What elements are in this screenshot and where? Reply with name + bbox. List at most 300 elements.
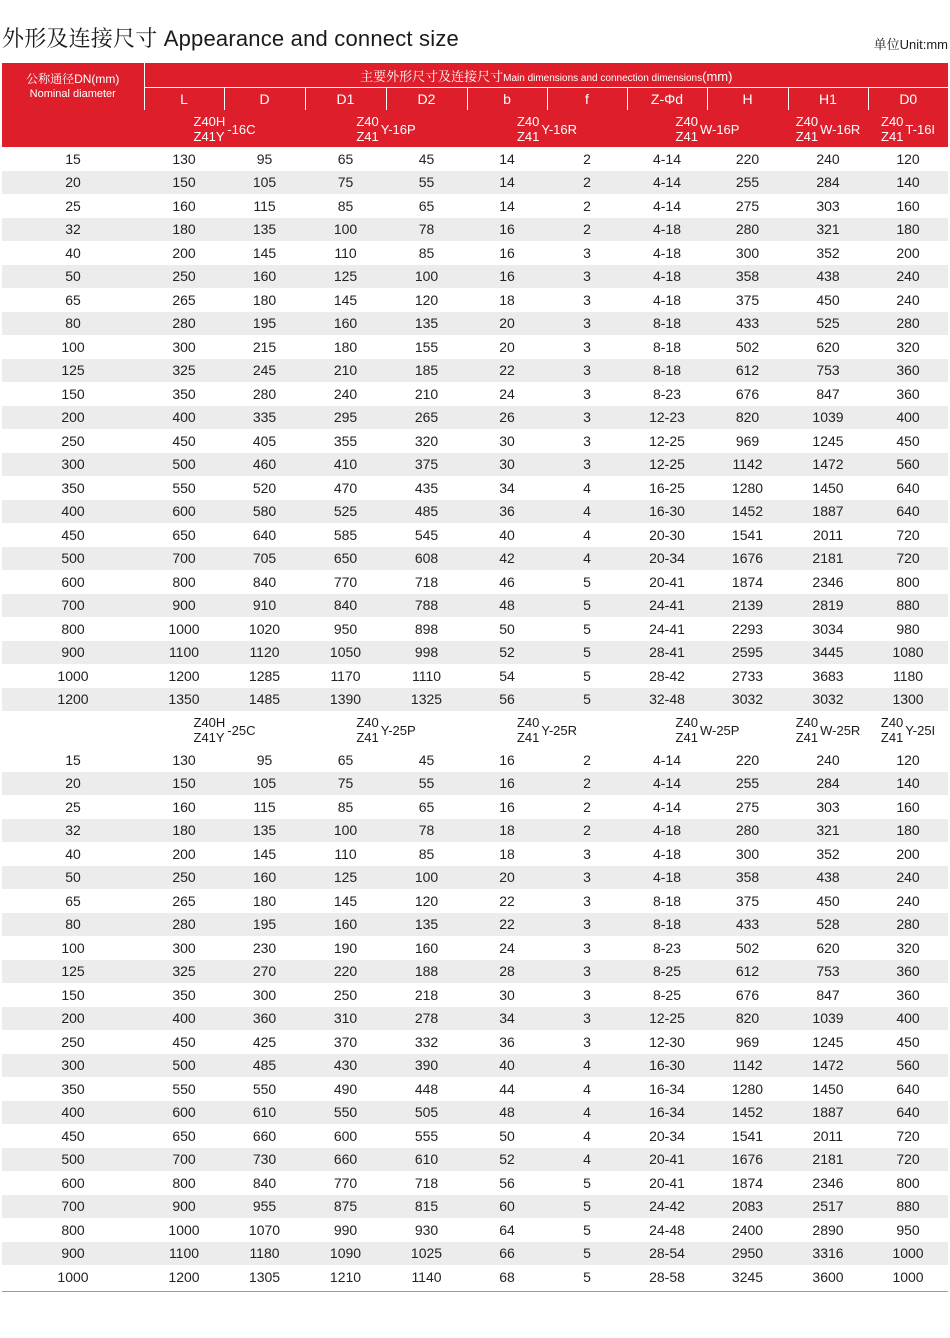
table-cell: 85 [418, 845, 435, 862]
table-cell: 20 [467, 312, 547, 336]
table-cell: 160 [224, 265, 305, 289]
table-cell: 145 [252, 244, 277, 261]
table-cell: 52 [467, 1148, 547, 1172]
table-cell: 105 [224, 772, 305, 796]
table-cell: 8-18 [627, 913, 707, 937]
table-cell: 210 [414, 385, 439, 402]
table-cell: 16 [467, 265, 547, 289]
table-cell: 900 [2, 641, 144, 665]
table-cell: 240 [816, 751, 840, 768]
table-cell: 100 [386, 265, 467, 289]
table-cell: 215 [252, 338, 277, 355]
table-cell: 1874 [731, 573, 764, 590]
table-cell: 200 [172, 244, 196, 261]
table-cell: 360 [896, 385, 920, 402]
table-cell: 528 [788, 913, 868, 937]
table-cell: 65 [337, 150, 354, 167]
table-cell: 125 [2, 960, 144, 984]
table-cell: 3445 [788, 641, 868, 665]
table-cell: 56 [467, 688, 547, 712]
table-cell: 425 [252, 1033, 277, 1050]
table-cell: 1210 [329, 1268, 362, 1285]
table-cell: 900 [144, 1195, 224, 1219]
table-cell: 990 [333, 1221, 358, 1238]
table-cell: 22 [467, 913, 547, 937]
table-cell: 5 [547, 1242, 627, 1266]
table-cell: 3 [547, 312, 627, 336]
table-cell: 240 [868, 265, 948, 289]
table-cell: 4 [547, 1054, 627, 1078]
table-cell: 120 [896, 751, 920, 768]
table-cell: 3 [547, 960, 627, 984]
table-cell: 608 [386, 547, 467, 571]
table-cell: 800 [61, 1221, 85, 1238]
table-cell: 485 [224, 1054, 305, 1078]
table-cell: 620 [816, 338, 840, 355]
table-cell: 265 [172, 291, 196, 308]
table-cell: 433 [707, 913, 788, 937]
table-cell: 1000 [57, 667, 89, 684]
table-cell: 15 [65, 751, 81, 768]
table-cell: 1000 [57, 1268, 89, 1285]
table-cell: 2139 [707, 594, 788, 618]
table-row [2, 889, 948, 913]
table-cell: 75 [305, 772, 386, 796]
table-cell: 880 [868, 1195, 948, 1219]
table-cell: 800 [896, 573, 920, 590]
table-cell: 898 [414, 620, 439, 637]
table-cell: 280 [252, 385, 277, 402]
table-cell: 55 [386, 171, 467, 195]
table-cell: 12-25 [649, 432, 685, 449]
table-cell: 80 [2, 913, 144, 937]
table-row [2, 382, 948, 406]
table-cell: 28-54 [627, 1242, 707, 1266]
table-cell: 320 [896, 338, 920, 355]
table-cell: 24-42 [627, 1195, 707, 1219]
table-cell: 28-42 [649, 667, 685, 684]
table-cell: 275 [735, 197, 760, 214]
table-row [2, 1124, 948, 1148]
table-cell: 660 [252, 1127, 277, 1144]
table-cell: 550 [172, 479, 196, 496]
table-cell: 4 [583, 479, 591, 496]
table-cell: 560 [868, 453, 948, 477]
table-cell: 4-18 [652, 244, 682, 261]
table-cell: 22 [467, 359, 547, 383]
table-cell: 195 [224, 913, 305, 937]
table-cell: 3 [547, 359, 627, 383]
table-row [2, 960, 948, 984]
nominal-diameter-cn: 公称通径DN(mm) [26, 71, 120, 86]
table-cell: 3 [547, 866, 627, 890]
table-cell: 820 [707, 406, 788, 430]
table-cell: 265 [386, 406, 467, 430]
model-label: Z40 Z41 Y-25R [467, 711, 627, 748]
table-cell: 335 [224, 406, 305, 430]
table-row [2, 748, 948, 772]
table-cell: 135 [386, 913, 467, 937]
table-cell: 45 [418, 150, 435, 167]
table-cell: 20 [2, 772, 144, 796]
table-cell: 1100 [144, 1242, 224, 1266]
table-cell: 435 [414, 479, 439, 496]
table-cell: 400 [868, 1007, 948, 1031]
table-cell: 580 [224, 500, 305, 524]
table-cell: 1305 [248, 1268, 281, 1285]
table-cell: 2 [583, 751, 591, 768]
table-cell: 25 [65, 798, 81, 815]
table-cell: 350 [172, 385, 196, 402]
table-cell: 66 [467, 1242, 547, 1266]
table-cell: 350 [172, 986, 196, 1003]
col-header-l: L [144, 88, 224, 111]
table-cell: 303 [816, 197, 840, 214]
table-cell: 400 [2, 1101, 144, 1125]
table-cell: 705 [224, 547, 305, 571]
col-header-h: H [707, 88, 788, 111]
table-cell: 600 [61, 1174, 85, 1191]
table-cell: 433 [707, 312, 788, 336]
table-cell: 718 [414, 573, 439, 590]
table-cell: 800 [172, 1174, 196, 1191]
col-header-d0: D0 [868, 88, 948, 111]
table-cell: 4 [547, 547, 627, 571]
table-cell: 950 [896, 1221, 920, 1238]
table-cell: 45 [418, 751, 435, 768]
table-cell: 700 [2, 1195, 144, 1219]
table-cell: 48 [467, 594, 547, 618]
table-cell: 3 [547, 453, 627, 477]
table-cell: 180 [333, 338, 358, 355]
main-dimensions-cn: 主要外形尺寸及连接尺寸 [360, 68, 504, 84]
table-cell: 28 [467, 960, 547, 984]
table-cell: 8-25 [652, 986, 682, 1003]
table-row [2, 194, 948, 218]
table-cell: 4 [547, 1148, 627, 1172]
table-cell: 358 [707, 866, 788, 890]
table-cell: 15 [65, 150, 81, 167]
table-cell: 1245 [812, 1033, 844, 1050]
table-cell: 240 [896, 291, 920, 308]
model-label: Z40 Z41 W-16R [788, 110, 868, 147]
table-cell: 600 [144, 500, 224, 524]
table-cell: 520 [252, 479, 277, 496]
table-cell: 8-18 [652, 338, 682, 355]
table-cell: 1000 [892, 1268, 924, 1285]
table-cell: 160 [224, 866, 305, 890]
model-label: Z40 Z41 W-25P [627, 711, 788, 748]
table-cell: 5 [583, 1221, 591, 1238]
col-header-f: f [547, 88, 627, 111]
table-cell: 1450 [812, 1080, 844, 1097]
table-cell: 2181 [788, 547, 868, 571]
table-cell: 1300 [868, 688, 948, 712]
table-cell: 125 [305, 866, 386, 890]
table-cell: 2 [583, 150, 591, 167]
table-cell: 12-25 [627, 1007, 707, 1031]
table-cell: 24 [499, 385, 515, 402]
table-cell: 3 [583, 939, 591, 956]
table-cell: 2011 [812, 1127, 844, 1144]
table-cell: 180 [252, 892, 277, 909]
table-cell: 350 [61, 479, 85, 496]
table-cell: 3032 [788, 688, 868, 712]
table-cell: 265 [172, 892, 196, 909]
model-label: Z40 Z41 Y-25P [305, 711, 467, 748]
table-cell: 5 [547, 641, 627, 665]
nominal-diameter-header [2, 63, 144, 110]
table-cell: 60 [467, 1195, 547, 1219]
table-cell: 100 [61, 939, 85, 956]
table-cell: 405 [252, 432, 277, 449]
table-cell: 200 [2, 406, 144, 430]
table-cell: 50 [2, 866, 144, 890]
table-cell: 32 [2, 819, 144, 843]
table-cell: 8-18 [627, 359, 707, 383]
table-cell: 640 [868, 1101, 948, 1125]
table-cell: 430 [305, 1054, 386, 1078]
table-cell: 25 [65, 197, 81, 214]
table-cell: 1874 [731, 1174, 764, 1191]
table-cell: 20-41 [649, 1174, 685, 1191]
table-cell: 120 [414, 291, 439, 308]
table-cell: 450 [61, 526, 85, 543]
table-cell: 676 [735, 385, 760, 402]
pn25-model-band [2, 711, 948, 748]
table-cell: 110 [334, 244, 357, 261]
table-cell: 375 [386, 453, 467, 477]
table-cell: 195 [224, 312, 305, 336]
table-cell: 1485 [224, 688, 305, 712]
table-cell: 150 [61, 986, 85, 1003]
model-label: Z40H Z41Y -25C [144, 711, 305, 748]
model-label: Z40 Z41 W-25R [788, 711, 868, 748]
table-cell: 22 [499, 892, 515, 909]
table-cell: 1039 [788, 1007, 868, 1031]
table-cell: 620 [816, 939, 840, 956]
table-cell: 676 [735, 986, 760, 1003]
table-cell: 30 [499, 986, 515, 1003]
table-row [2, 1101, 948, 1125]
table-cell: 160 [305, 913, 386, 937]
table-cell: 325 [144, 359, 224, 383]
table-cell: 4 [547, 500, 627, 524]
table-row [2, 1054, 948, 1078]
table-cell: 900 [144, 594, 224, 618]
table-cell: 220 [735, 751, 760, 768]
table-cell: 450 [896, 1033, 920, 1050]
table-cell: 980 [896, 620, 920, 637]
table-cell: 140 [868, 772, 948, 796]
table-cell: 16 [499, 798, 515, 815]
table-cell: 1452 [707, 1101, 788, 1125]
table-cell: 3 [583, 432, 591, 449]
model-label: Z40 Z41 T-16I [868, 110, 948, 147]
table-cell: 720 [896, 526, 920, 543]
table-row [2, 1030, 948, 1054]
table-cell: 65 [65, 892, 81, 909]
table-cell: 610 [386, 1148, 467, 1172]
table-cell: 352 [816, 244, 840, 261]
model-row-pn16 [2, 110, 948, 147]
table-cell: 3 [547, 265, 627, 289]
table-cell: 4 [583, 526, 591, 543]
table-row [2, 1007, 948, 1031]
table-cell: 1676 [707, 1148, 788, 1172]
table-cell: 284 [788, 772, 868, 796]
table-cell: 24-41 [627, 594, 707, 618]
table-cell: 8-25 [627, 960, 707, 984]
table-cell: 24-41 [649, 620, 685, 637]
table-cell: 220 [735, 150, 760, 167]
table-cell: 355 [333, 432, 358, 449]
table-cell: 130 [172, 751, 196, 768]
table-cell: 55 [386, 772, 467, 796]
table-cell: 2181 [788, 1148, 868, 1172]
table-cell: 125 [2, 359, 144, 383]
table-cell: 1120 [224, 641, 305, 665]
table-cell: 470 [333, 479, 358, 496]
table-row [2, 218, 948, 242]
table-cell: 4-18 [652, 845, 682, 862]
table-cell: 85 [337, 798, 354, 815]
table-cell: 85 [337, 197, 354, 214]
table-cell: 1472 [788, 1054, 868, 1078]
table-cell: 560 [868, 1054, 948, 1078]
table-cell: 68 [499, 1268, 515, 1285]
table-cell: 8-23 [652, 939, 682, 956]
table-cell: 3683 [812, 667, 844, 684]
table-cell: 3 [547, 406, 627, 430]
nominal-diameter-en: Nominal diameter [29, 87, 116, 100]
table-cell: 120 [414, 892, 439, 909]
main-dimensions-header [144, 63, 948, 88]
table-cell: 200 [896, 244, 920, 261]
table-cell: 450 [816, 892, 840, 909]
table-cell: 4-14 [652, 150, 682, 167]
table-cell: 650 [305, 547, 386, 571]
table-cell: 4-18 [627, 218, 707, 242]
table-cell: 50 [499, 1127, 515, 1144]
table-row [2, 664, 948, 688]
table-cell: 2400 [731, 1221, 764, 1238]
table-cell: 4-14 [627, 772, 707, 796]
table-cell: 375 [735, 892, 760, 909]
table-cell: 1000 [168, 620, 200, 637]
table-cell: 188 [386, 960, 467, 984]
table-cell: 180 [144, 218, 224, 242]
table-cell: 155 [414, 338, 439, 355]
table-cell: 438 [788, 265, 868, 289]
table-cell: 4 [547, 1101, 627, 1125]
table-cell: 2083 [707, 1195, 788, 1219]
table-cell: 300 [735, 244, 760, 261]
table-cell: 140 [868, 171, 948, 195]
table-cell: 36 [467, 500, 547, 524]
table-cell: 300 [172, 939, 196, 956]
table-cell: 300 [252, 986, 277, 1003]
table-cell: 321 [788, 819, 868, 843]
table-cell: 800 [172, 573, 196, 590]
table-cell: 600 [144, 1101, 224, 1125]
table-cell: 720 [868, 547, 948, 571]
table-cell: 14 [499, 150, 515, 167]
table-cell: 20-30 [649, 526, 685, 543]
table-cell: 300 [2, 453, 144, 477]
table-cell: 1676 [707, 547, 788, 571]
table-cell: 8-18 [652, 892, 682, 909]
table-row [2, 772, 948, 796]
table-cell: 180 [868, 218, 948, 242]
table-cell: 2 [547, 772, 627, 796]
table-cell: 660 [305, 1148, 386, 1172]
table-cell: 65 [418, 197, 435, 214]
table-cell: 3 [583, 338, 591, 355]
table-cell: 303 [816, 798, 840, 815]
table-cell: 150 [144, 171, 224, 195]
table-cell: 1200 [168, 1268, 200, 1285]
table-cell: 2 [547, 171, 627, 195]
table-cell: 450 [896, 432, 920, 449]
dimension-table-container [2, 63, 948, 1289]
table-row [2, 594, 948, 618]
table-cell: 788 [386, 594, 467, 618]
table-cell: 130 [172, 150, 196, 167]
table-cell: 400 [2, 500, 144, 524]
table-cell: 4 [583, 1127, 591, 1144]
model-label: Z40 Z41 Y-16P [305, 110, 467, 147]
table-row [2, 936, 948, 960]
model-row-pn25 [2, 711, 948, 748]
table-cell: 200 [896, 845, 920, 862]
table-row [2, 1218, 948, 1242]
table-cell: 145 [252, 845, 277, 862]
table-cell: 18 [499, 291, 515, 308]
table-cell: 358 [707, 265, 788, 289]
table-cell: 40 [499, 526, 515, 543]
table-cell: 370 [333, 1033, 358, 1050]
col-header-d1: D1 [305, 88, 386, 111]
table-cell: 585 [333, 526, 358, 543]
table-cell: 1390 [305, 688, 386, 712]
table-row [2, 983, 948, 1007]
table-cell: 145 [333, 291, 358, 308]
table-cell: 1100 [144, 641, 224, 665]
table-cell: 240 [816, 150, 840, 167]
table-cell: 555 [414, 1127, 439, 1144]
table-cell: 20-34 [627, 547, 707, 571]
table-cell: 640 [252, 526, 277, 543]
table-row [2, 1265, 948, 1289]
table-cell: 2 [547, 218, 627, 242]
table-cell: 610 [224, 1101, 305, 1125]
table-cell: 255 [707, 171, 788, 195]
table-cell: 875 [305, 1195, 386, 1219]
table-cell: 20 [467, 866, 547, 890]
table-cell: 700 [144, 1148, 224, 1172]
table-cell: 115 [253, 798, 276, 815]
bottom-rule [2, 1291, 948, 1292]
table-cell: 56 [499, 1174, 515, 1191]
table-cell: 450 [61, 1127, 85, 1144]
table-cell: 1050 [305, 641, 386, 665]
table-cell: 135 [224, 819, 305, 843]
table-cell: 500 [144, 453, 224, 477]
table-cell: 1070 [248, 1221, 281, 1238]
table-row [2, 1195, 948, 1219]
table-cell: 485 [386, 500, 467, 524]
